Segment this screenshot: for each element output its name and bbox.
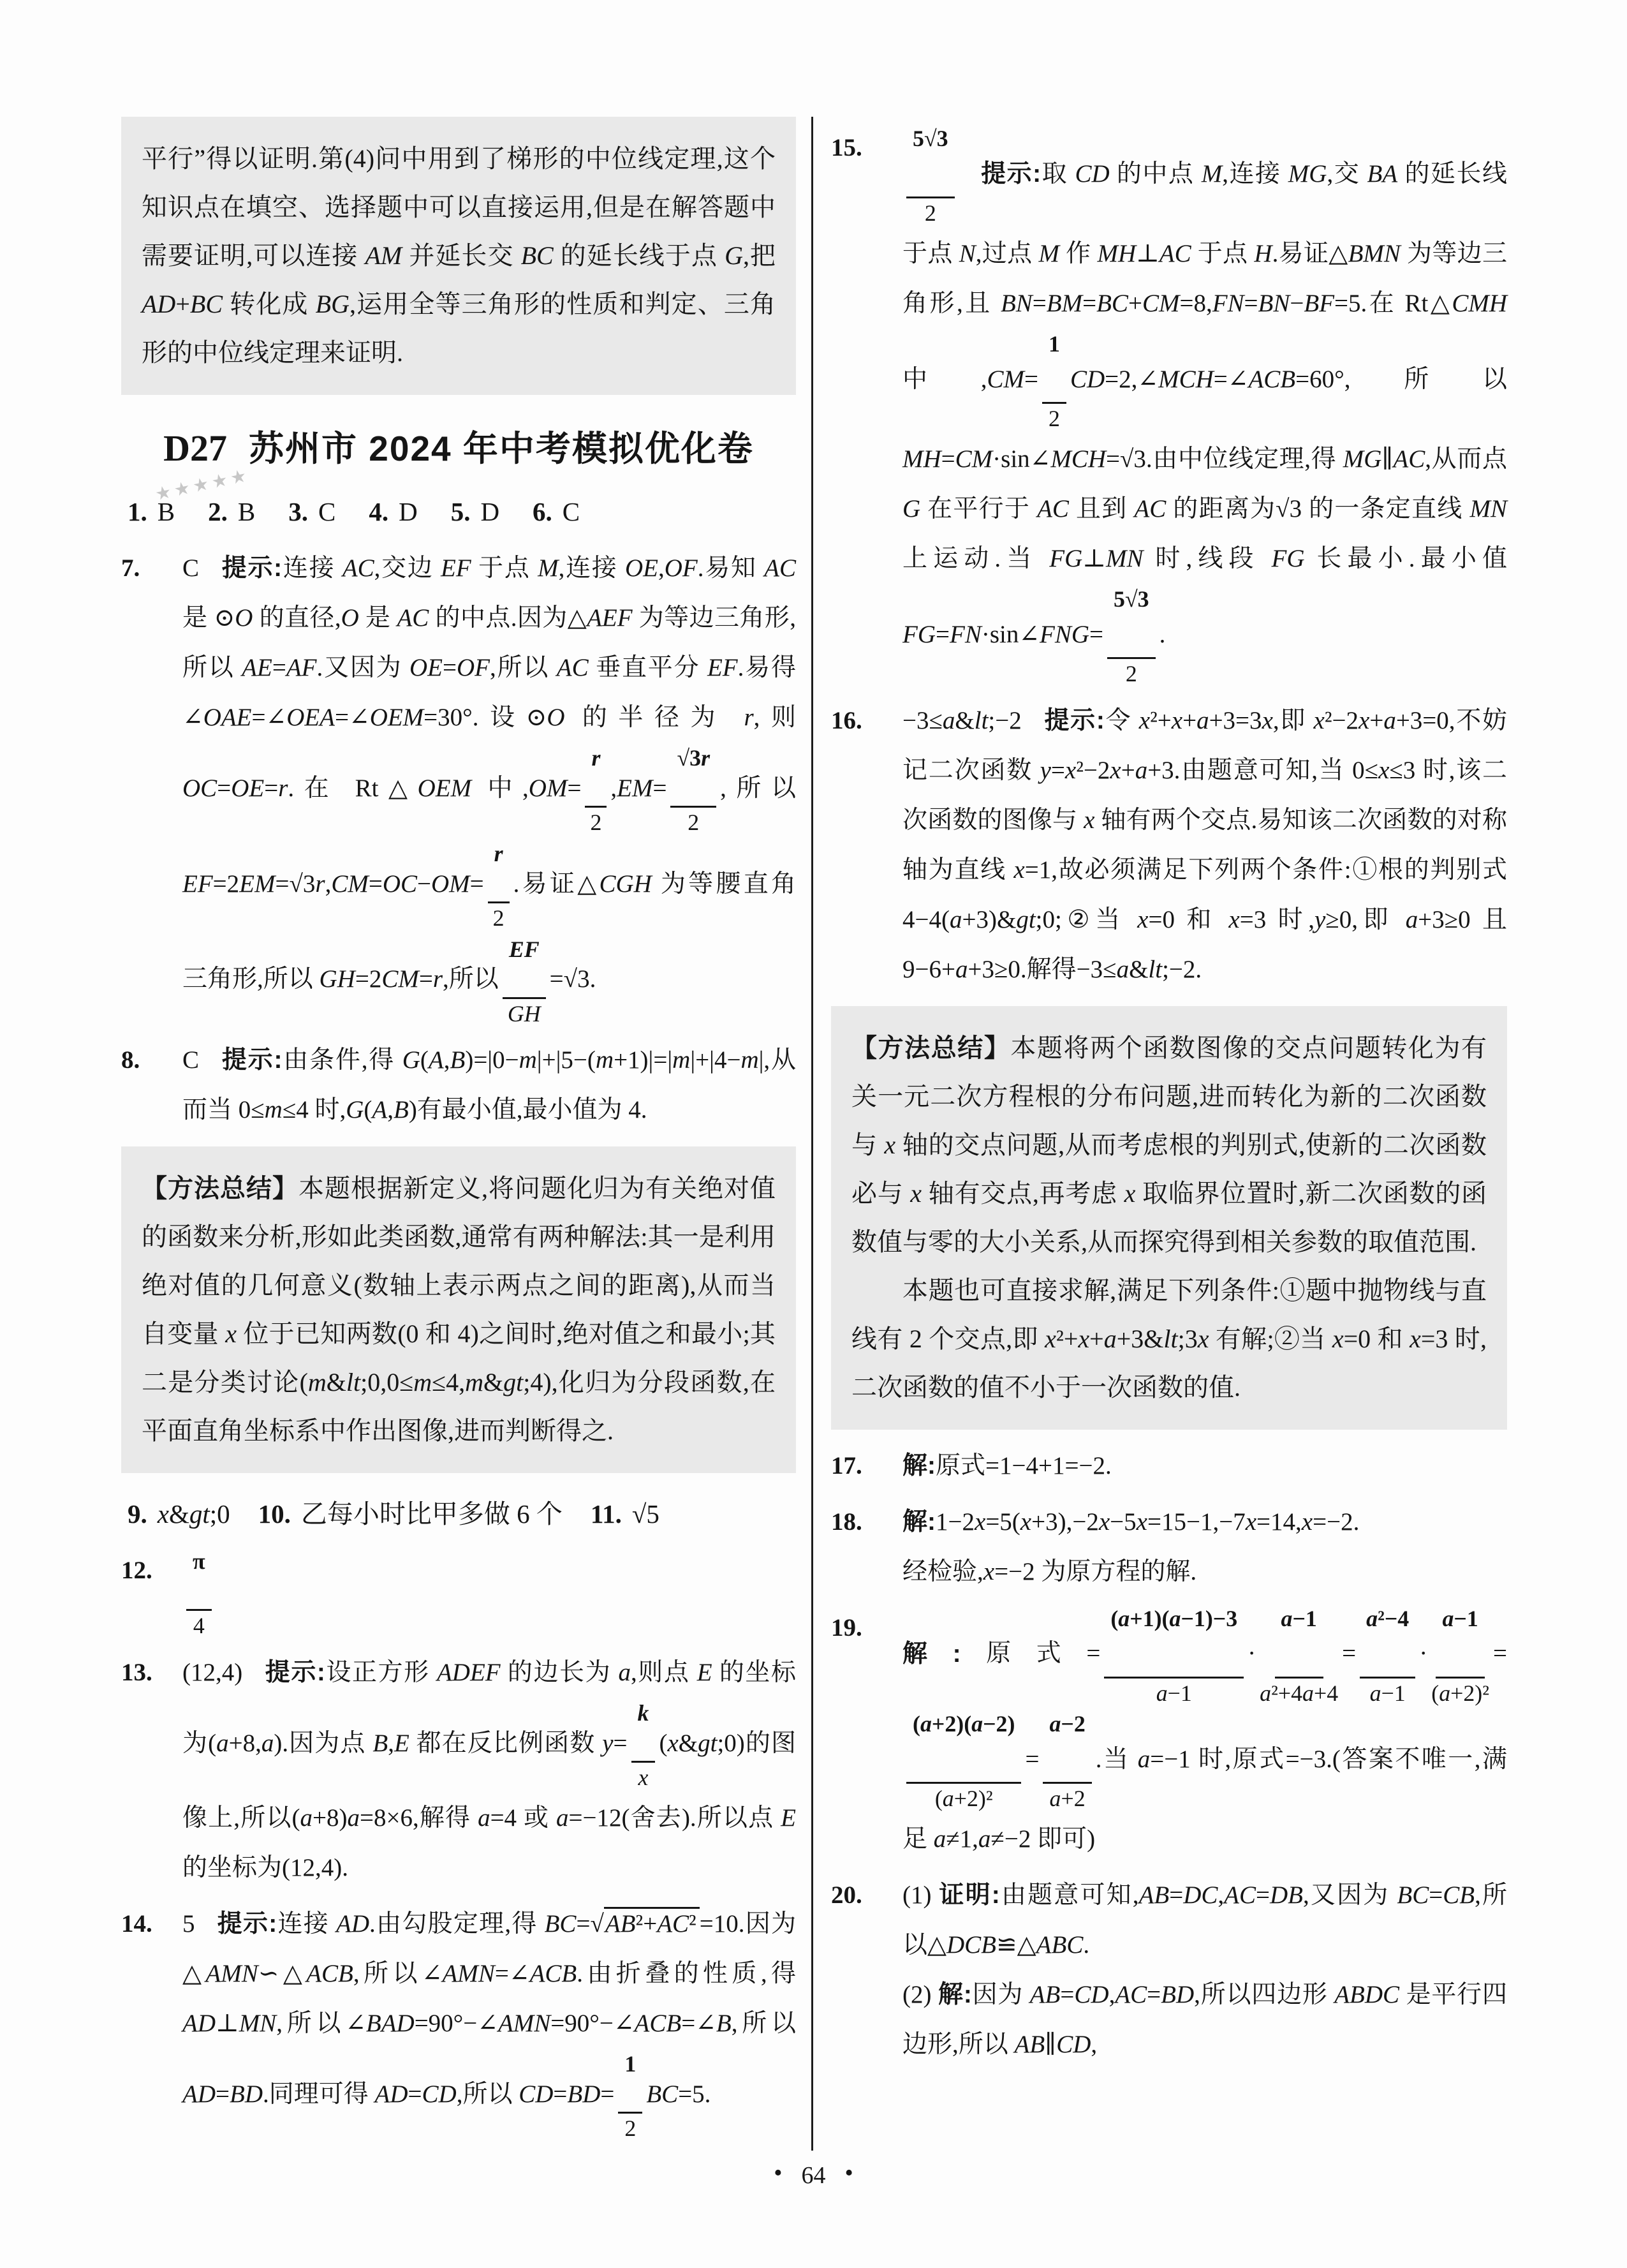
answer-item: 3. C	[288, 497, 336, 526]
section-title-row	[121, 420, 796, 505]
problem-14	[121, 1899, 796, 2144]
solution-label: 解:	[902, 1508, 936, 1536]
problem-number: 17.	[831, 1451, 862, 1479]
problem-16	[831, 696, 1507, 995]
answer-item: 11. √5	[590, 1499, 659, 1529]
problem-number: 8.	[121, 1046, 140, 1074]
problem-number: 12.	[121, 1557, 152, 1585]
method-summary-text: 本题将两个函数图像的交点问题转化为有关一元二次方程根的分布问题,进而转化为新的二次函数与 x 轴的交点问题,从而考虑根的判别式,使新的二次函数必与 x 轴有交点,再考虑 x 取临界位置时,新二次函数的函数值与零的大小关系,从而探究得到相关参数的取值范围.	[851, 1033, 1487, 1256]
problem-12	[121, 1546, 796, 1642]
right-column	[831, 117, 1507, 2076]
hint-label: 提示:	[1043, 706, 1105, 734]
problem-20	[831, 1871, 1507, 2070]
solution-text: 原式= $\frac{(a+1)(a-1)-3}{a-1}$ · $\frac{a-1}{\text{a²+4a+4}}$ = $\frac{\text{a²−4}}{a-1}$ · $\frac{a-1}{\text{(a+2)²}}$ = $\frac{(a+2)(a-2)}{\text{(a+2)²}}$ = $\frac{a-2}{a+2}$ .当 a=−1 时,原式=−3.(答案不唯一,满足 a≠1,a≠−2 即可)	[902, 1605, 1507, 1853]
solution-check-line: 经检验,x=−2 为原方程的解.	[902, 1557, 1197, 1585]
problem-number: 15.	[831, 134, 862, 161]
answer-item: 1. B	[128, 497, 175, 526]
answer-item: 10. 乙每小时比甲多做 6 个	[258, 1499, 563, 1529]
hint-label: 提示:	[221, 1046, 283, 1074]
problem-17	[831, 1441, 1507, 1491]
hint-label: 提示:	[264, 1659, 325, 1687]
part-2: (2) 解:因为 AB=CD,AC=BD,所以四边形 ABDC 是平行四边形,所以 AB∥CD,	[902, 1981, 1507, 2059]
problem-8	[121, 1035, 796, 1135]
problem-number: 16.	[831, 706, 862, 734]
solution-label: 解:	[902, 1451, 936, 1479]
carryover-note-box	[121, 117, 796, 395]
answer-item: 5. D	[450, 497, 500, 526]
method-summary-label: 【方法总结】	[851, 1034, 1011, 1062]
hint-text: 连接 AC,交边 EF 于点 M,连接 OE,OF.易知 AC 是 ⊙O 的直径,O 是 AC 的中点.因为△AEF 为等边三角形,所以 AE=AF.又因为 OE=OF,所以 AC 垂直平分 EF.易得∠OAE=∠OEA=∠OEM=30°.设⊙O 的半径为 r,则 OC=OE=r.在 Rt△OEM 中,OM= $\frac{r}{2}$ ,EM= $\frac{√3r}{2}$ ,所以 EF=2EM=√3r,CM=OC−OM= $\frac{r}{2}$ .易证△CGH 为等腰直角三角形,所以 GH=2CM=r,所以 $\frac{EF}{GH}$ =√3.	[182, 554, 796, 1027]
problem-number: 18.	[831, 1508, 862, 1536]
stars-decoration-icon: ★★★★★	[153, 464, 252, 505]
problem-answer: −3≤a&lt;−2	[902, 706, 1022, 734]
left-column	[121, 117, 796, 2151]
answer-item: 2. B	[208, 497, 256, 526]
solution-label: 解:	[938, 1981, 972, 2009]
problem-answer: $\frac{\pi}{4}$	[182, 1578, 216, 1605]
problem-number: 20.	[831, 1881, 862, 1909]
part-1: (1) 证明:由题意可知,AB=DC,AC=DB,又因为 BC=CB,所以△DCB≌△ABC.	[902, 1881, 1507, 1959]
hint-text: 取 CD 的中点 M,连接 MG,交 BA 的延长线于点 N,过点 M 作 MH⊥AC 于点 H.易证△BMN 为等边三角形,且 BN=BM=BC+CM=8,FN=BN−BF=5.在 Rt△CMH 中,CM= $\frac{1}{2}$ CD=2,∠MCH=∠ACB=60°,所以 MH=CM·sin∠MCH=√3.由中位线定理,得 MG∥AC,从而点 G 在平行于 AC 且到 AC 的距离为√3 的一条定直线 MN 上运动.当 FG⊥MN 时,线段 FG 长最小.最小值 FG=FN·sin∠FNG= $\frac{5√3}{2}$ .	[902, 159, 1507, 686]
problem-13	[121, 1648, 796, 1893]
footer-dot-icon: •	[844, 2160, 853, 2186]
problem-19	[831, 1603, 1507, 1865]
page-number: 64	[801, 2162, 826, 2189]
hint-text: 由条件,得 G(A,B)=|0−m|+|5−(m+1)|=|m|+|4−m|,从而当 0≤m≤4 时,G(A,B)有最小值,最小值为 4.	[182, 1046, 796, 1124]
problem-answer: C	[182, 1046, 200, 1074]
method-summary-text-2: 本题也可直接求解,满足下列条件:①题中抛物线与直线有 2 个交点,即 x²+x+a+3&lt;3x 有解;②当 x=0 和 x=3 时,二次函数的值不小于一次函数的值.	[851, 1275, 1487, 1402]
problem-answer: C	[182, 554, 200, 582]
carryover-text: 平行”得以证明.第(4)问中用到了梯形的中位线定理,这个知识点在填空、选择题中可以直接运用,但是在解答题中需要证明,可以连接 AM 并延长交 BC 的延长线于点 G,把 AD+BC 转化成 BG,运用全等三角形的性质和判定、三角形的中位线定理来证明.	[142, 144, 776, 367]
problem-number: 13.	[121, 1659, 152, 1687]
problem-number: 19.	[831, 1613, 862, 1642]
method-summary-text: 本题根据新定义,将问题化归为有关绝对值的函数来分析,形如此类函数,通常有两种解法:其一是利用绝对值的几何意义(数轴上表示两点之间的距离),从而当自变量 x 位于已知两数(0 和 4)之间时,绝对值之和最小;其二是分类讨论(m&lt;0,0≤m≤4,m&gt;4),化归为分段函数,在平面直角坐标系中作出图像,进而判断得之.	[142, 1174, 776, 1446]
exam-title: 苏州市 2024 年中考模拟优化卷	[248, 429, 754, 468]
method-summary-label: 【方法总结】	[142, 1175, 298, 1203]
hint-label: 提示:	[221, 554, 283, 582]
exam-code-badge	[153, 427, 252, 505]
problem-15	[831, 123, 1507, 690]
proof-label: 证明:	[939, 1881, 1000, 1909]
hint-text: 令 x²+x+a+3=3x,即 x²−2x+a+3=0,不妨记二次函数 y=x²−2x+a+3.由题意可知,当 0≤x≤3 时,该二次函数的图像与 x 轴有两个交点.易知该二次函数的对称轴为直线 x=1,故必须满足下列两个条件:①根的判别式 4−4(a+3)&gt;0;②当 x=0 和 x=3 时,y≥0,即 a+3≥0 且 9−6+a+3≥0.解得−3≤a&lt;−2.	[902, 706, 1508, 983]
answer-item: 4. D	[369, 497, 418, 526]
page-footer	[0, 2161, 1627, 2190]
problem-number: 7.	[121, 554, 140, 582]
hint-text: 设正方形 ADEF 的边长为 a,则点 E 的坐标为(a+8,a).因为点 B,E 都在反比例函数 y= $\frac{k}{x}$ (x&gt;0)的图像上,所以(a+8)a=8×6,解得 a=4 或 a=−12(舍去).所以点 E 的坐标为(12,4).	[182, 1659, 796, 1881]
problem-answer: 5	[182, 1910, 195, 1938]
hint-label: 提示:	[216, 1910, 277, 1938]
method-summary-box-1	[121, 1146, 796, 1473]
problem-18	[831, 1497, 1507, 1597]
solution-text: 1−2x=5(x+3),−2x−5x=15−1,−7x=14,x=−2.	[936, 1508, 1360, 1536]
problem-number: 14.	[121, 1910, 152, 1938]
answer-item: 9. x&gt;0	[128, 1499, 230, 1529]
method-summary-box-2	[831, 1006, 1507, 1430]
problem-answer: (12,4)	[182, 1659, 243, 1687]
exam-code: D27	[163, 427, 227, 469]
proof-text: 由题意可知,AB=DC,AC=DB,又因为 BC=CB,所以△DCB≌△ABC.	[902, 1881, 1507, 1959]
solution-label: 解:	[902, 1640, 961, 1668]
fill-answers-row	[121, 1490, 796, 1539]
problem-answer: $\frac{5√3}{2}$	[902, 160, 959, 188]
choice-answers-row	[121, 487, 796, 537]
column-divider	[811, 117, 813, 2151]
answer-item: 6. C	[533, 497, 580, 526]
solution-text: 因为 AB=CD,AC=BD,所以四边形 ABDC 是平行四边形,所以 AB∥CD,	[902, 1981, 1507, 2059]
hint-text: 连接 AD.由勾股定理,得 BC=√AB²+AC² =10.因为△AMN∽△ACB,所以∠AMN=∠ACB.由折叠的性质,得 AD⊥MN,所以∠BAD=90°−∠AMN=90°−∠ACB=∠B,所以 AD=BD.同理可得 AD=CD,所以 CD=BD= $\frac{1}{2}$ BC=5.	[182, 1910, 796, 2108]
footer-dot-icon: •	[774, 2160, 783, 2186]
problem-7	[121, 544, 796, 1030]
hint-label: 提示:	[980, 159, 1042, 188]
solution-text: 原式=1−4+1=−2.	[936, 1451, 1112, 1479]
